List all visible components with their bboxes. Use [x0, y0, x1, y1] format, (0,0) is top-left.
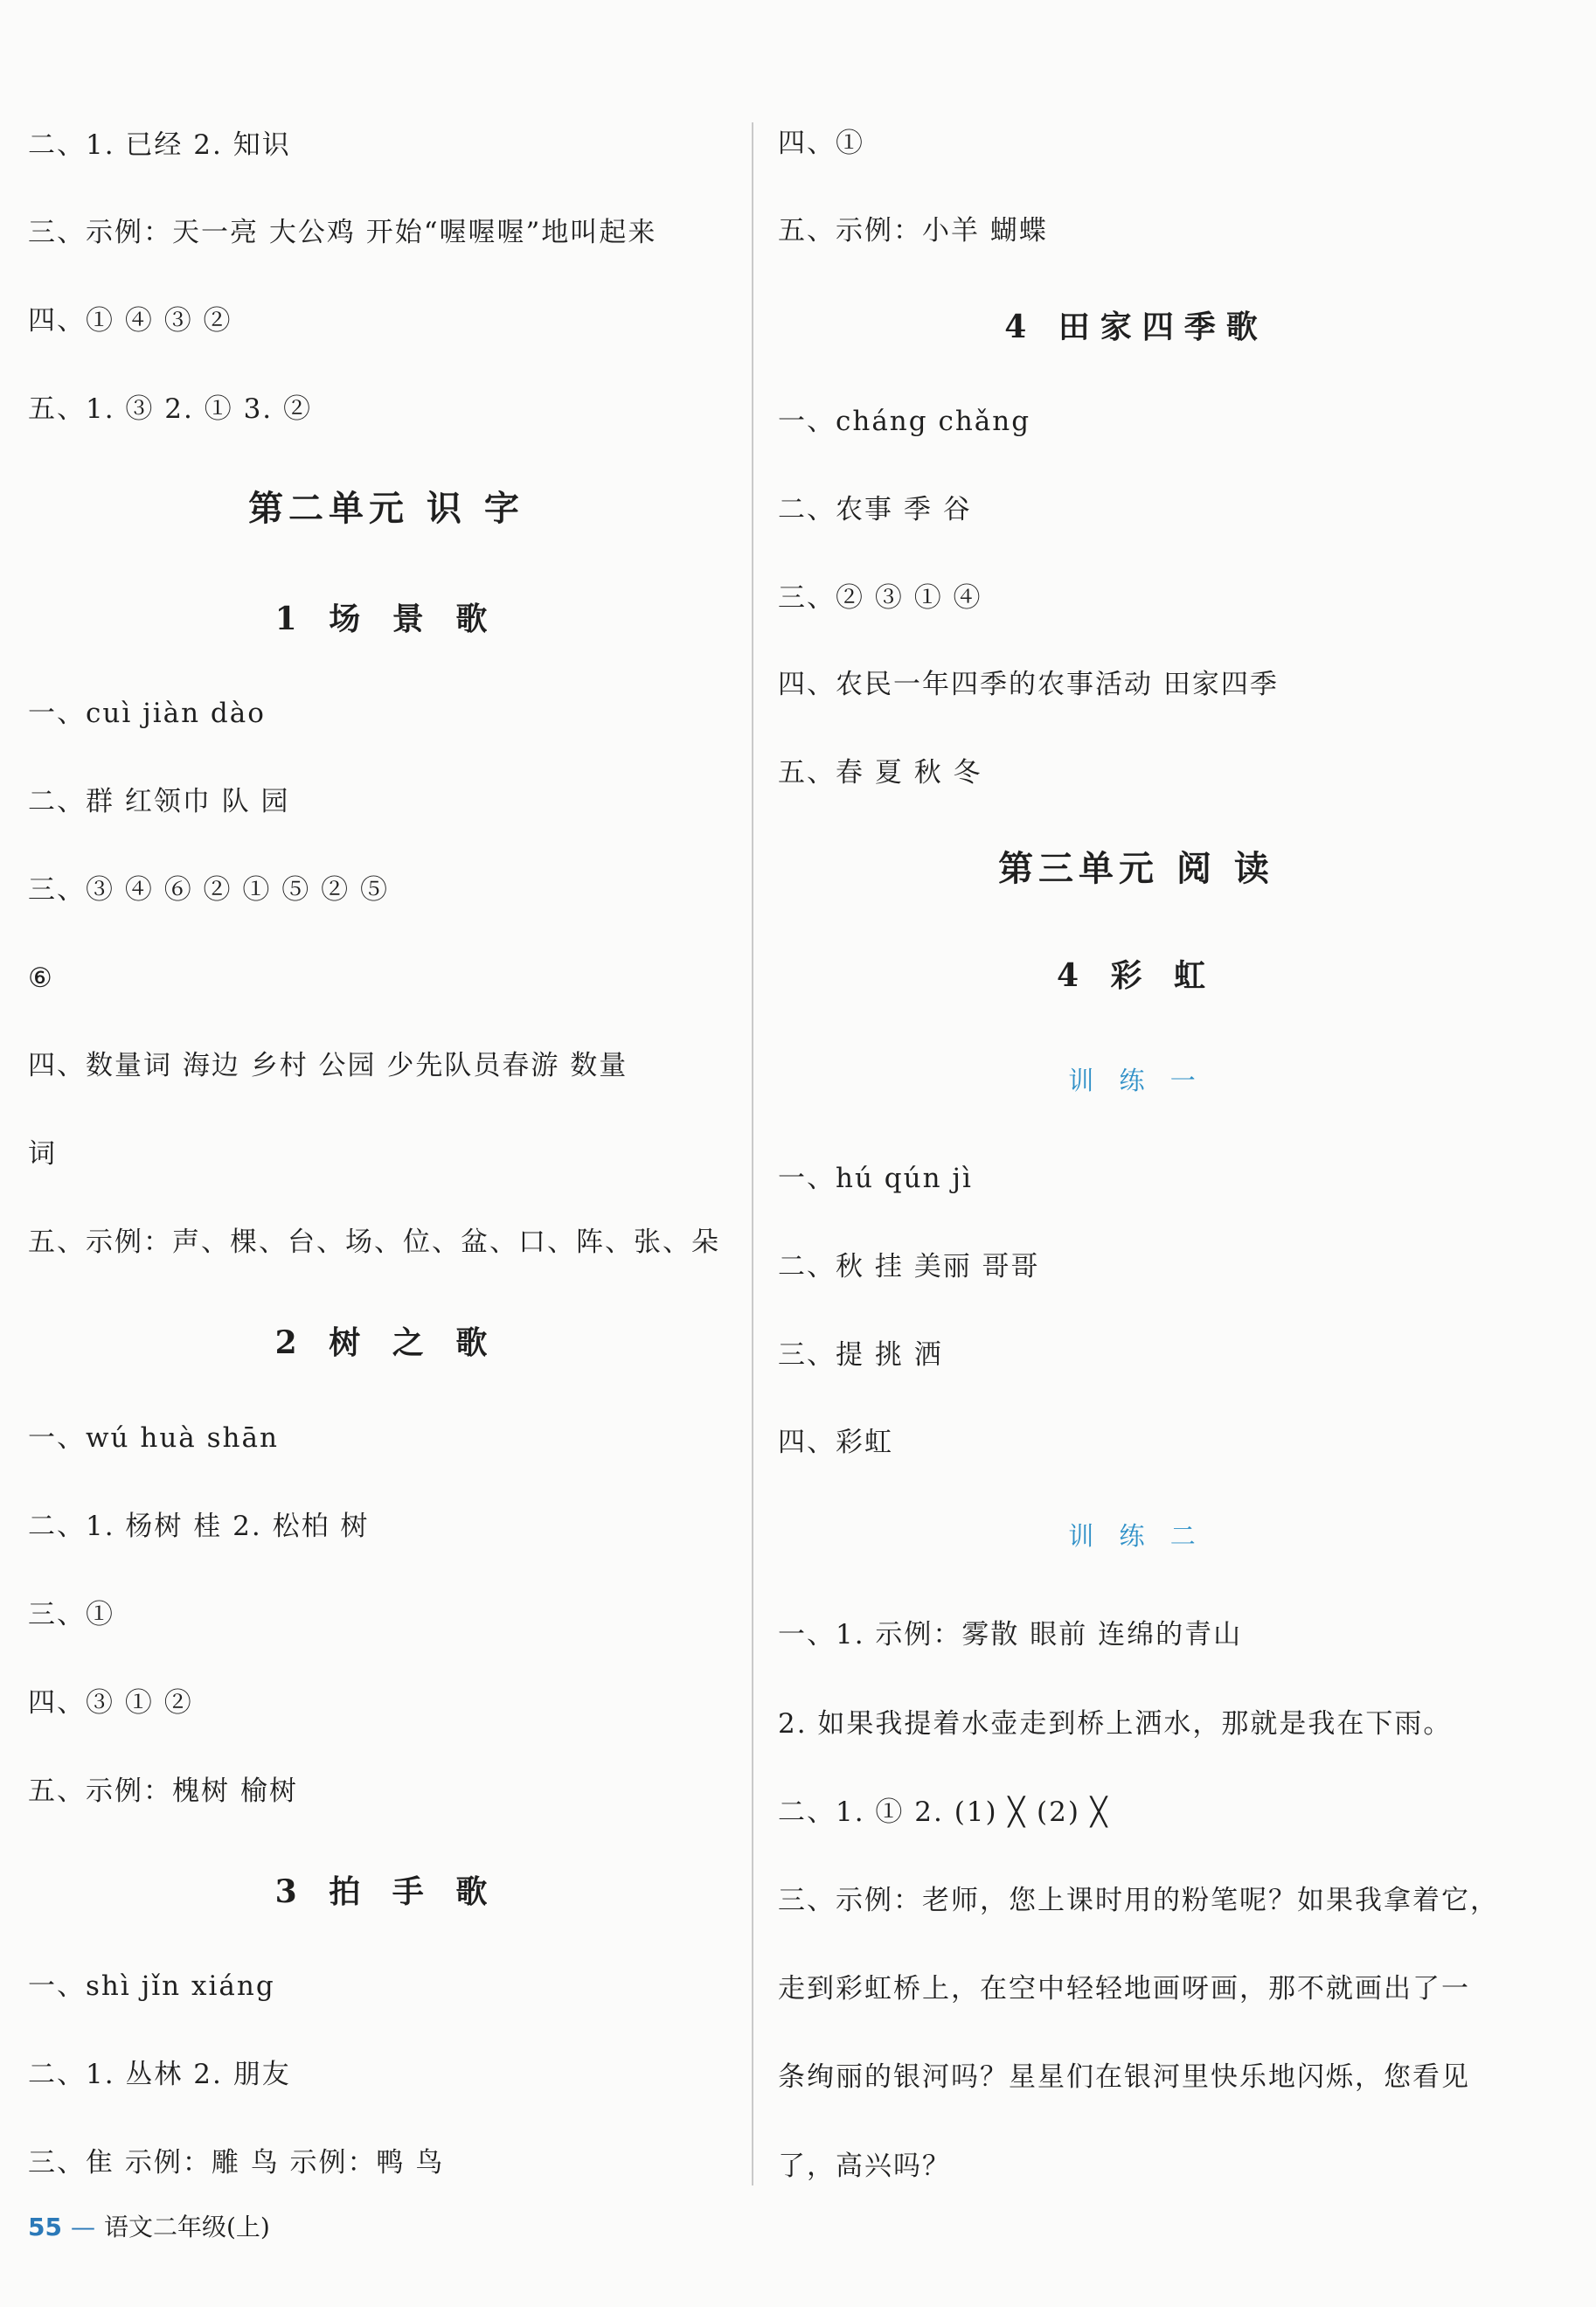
- answer-line: 一、wú huà shān: [28, 1422, 279, 1454]
- answer-line: 二、1. 已经 2. 知识: [28, 129, 291, 161]
- answer-line: 五、1. ③ 2. ① 3. ②: [28, 393, 313, 425]
- answer-line: 二、1. ① 2. (1) ╳ (2) ╳: [778, 1796, 1109, 1828]
- answer-line: 五、春 夏 秋 冬: [778, 757, 982, 789]
- lesson-title: 4 彩 虹: [1056, 957, 1217, 994]
- answer-line: 三、③ ④ ⑥ ② ① ⑤ ② ⑤: [28, 874, 389, 906]
- answer-line: 2. 如果我提着水壶走到桥上洒水，那就是我在下雨。: [778, 1708, 1453, 1740]
- page-footer: [28, 2210, 270, 2245]
- page-number: 55: [28, 2213, 62, 2241]
- unit-title: 第三单元 阅 读: [998, 849, 1274, 889]
- answer-line: 五、示例：小羊 蝴蝶: [778, 215, 1048, 247]
- training-heading: 训 练 二: [1068, 1521, 1204, 1551]
- training-heading: 训 练 一: [1068, 1066, 1204, 1095]
- footer-dash: —: [70, 2213, 95, 2241]
- answer-line: 一、hú qún jì: [778, 1163, 973, 1194]
- answer-line: 四、数量词 海边 乡村 公园 少先队员春游 数量: [28, 1050, 628, 1081]
- answer-line: 一、1. 示例：雾散 眼前 连绵的青山: [778, 1619, 1243, 1650]
- lesson-title: 1 场 景 歌: [274, 601, 498, 637]
- answer-line: 四、①: [778, 128, 864, 159]
- answer-line: 三、示例：天一亮 大公鸡 开始“喔喔喔”地叫起来: [28, 217, 657, 248]
- answer-line: 一、cháng chǎng: [778, 406, 1031, 437]
- answer-line: 二、群 红领巾 队 园: [28, 786, 290, 817]
- answer-line: 条绚丽的银河吗？星星们在银河里快乐地闪烁，您看见: [778, 2061, 1470, 2093]
- answer-line: ⑥: [28, 962, 54, 994]
- answer-line: 二、1. 杨树 桂 2. 松柏 树: [28, 1511, 370, 1542]
- lesson-title: 2 树 之 歌: [274, 1324, 498, 1361]
- answer-line: 四、彩虹: [778, 1427, 893, 1458]
- answer-line: 五、示例：声、棵、台、场、位、盆、口、阵、张、朵: [28, 1226, 720, 1258]
- lesson-title: 3 拍 手 歌: [274, 1873, 498, 1910]
- answer-line: 四、① ④ ③ ②: [28, 305, 232, 337]
- lesson-title: 4 田家四季歌: [1004, 309, 1268, 345]
- answer-line: 四、农民一年四季的农事活动 田家四季: [778, 669, 1279, 700]
- answer-line: 一、cuì jiàn dào: [28, 698, 266, 729]
- answer-line: 走到彩虹桥上，在空中轻轻地画呀画，那不就画出了一: [778, 1973, 1470, 2005]
- answer-line: 二、农事 季 谷: [778, 494, 972, 525]
- answer-line: 三、提 挑 洒: [778, 1339, 943, 1371]
- answer-line: 三、隹 示例：雕 鸟 示例：鸭 鸟: [28, 2147, 445, 2178]
- answer-line: 三、② ③ ① ④: [778, 582, 982, 614]
- answer-line: 四、③ ① ②: [28, 1687, 193, 1719]
- book-title: 语文二年级(上): [103, 2213, 270, 2241]
- column-divider: [752, 122, 753, 2185]
- answer-line: 一、shì jǐn xiáng: [28, 1970, 275, 2002]
- answer-line: 词: [28, 1138, 57, 1170]
- answer-line: 二、1. 丛林 2. 朋友: [28, 2059, 291, 2090]
- answer-line: 五、示例：槐树 榆树: [28, 1775, 298, 1807]
- answer-line: 三、①: [28, 1599, 114, 1630]
- answer-line: 二、秋 挂 美丽 哥哥: [778, 1251, 1040, 1282]
- unit-title: 第二单元 识 字: [248, 489, 524, 529]
- answer-line: 三、示例：老师，您上课时用的粉笔呢？如果我拿着它，: [778, 1885, 1499, 1916]
- answer-line: 了，高兴吗？: [778, 2151, 951, 2182]
